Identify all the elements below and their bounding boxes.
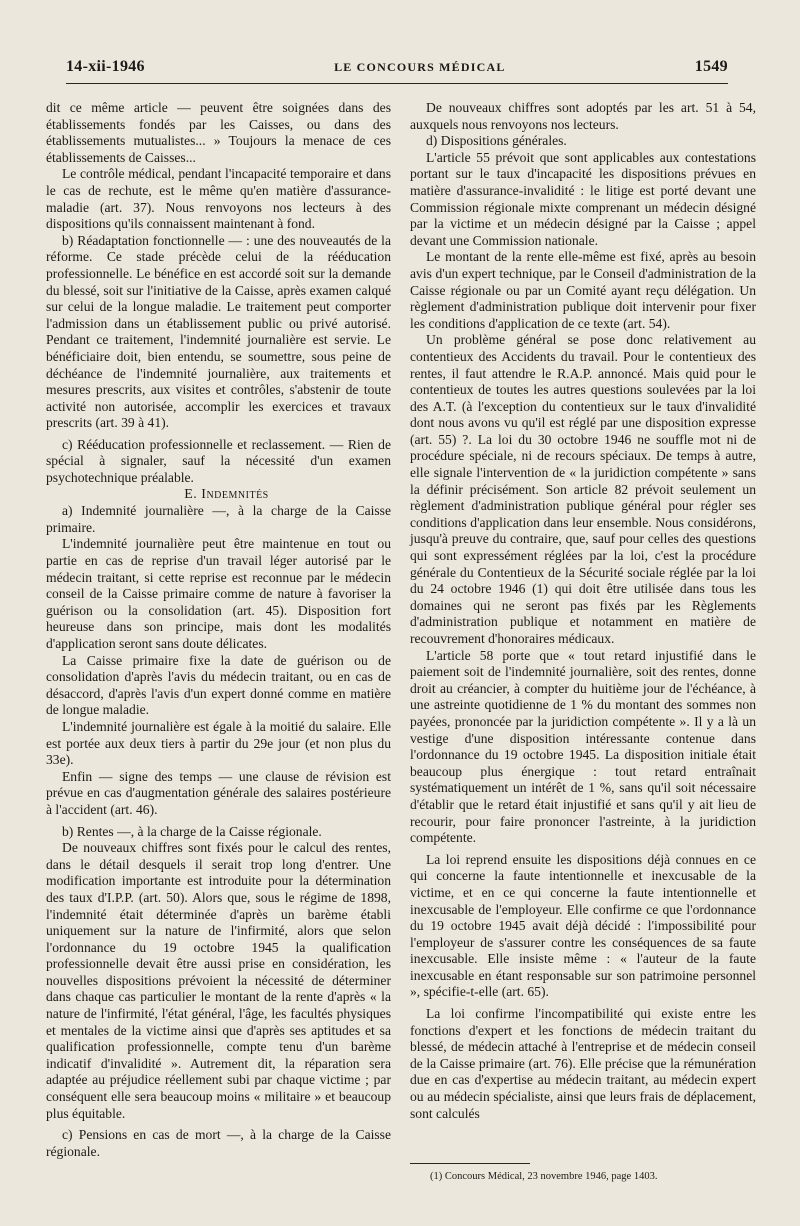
running-header xyxy=(66,58,728,84)
paragraph: a) Indemnité journalière —, à la charge de la Caisse primaire. xyxy=(46,503,391,535)
paragraph: b) Rentes —, à la charge de la Caisse régionale. xyxy=(62,823,322,839)
paragraph: d) Dispositions générales. xyxy=(426,133,567,149)
paragraph: L'indemnité journalière est égale à la moitié du salaire. Elle est portée aux deux tiers à partir du 29e jour (et non plus du 33e). xyxy=(46,718,391,768)
paragraph: L'indemnité journalière peut être maintenue en tout ou partie en cas de reprise d'un travail léger autorisé par le médecin traitant, si cette reprise est reconnue par le médecin conseil de la Caisse primaire comme de nature à favoriser la guérison ou la consolidation (art. 45). Disposition fort heureuse dans son principe, mais dont les modalités d'application seront sans doute délicates. xyxy=(46,536,391,651)
paragraph: Le montant de la rente elle-même est fixé, après au besoin avis d'un expert technique, par le Conseil d'administration de la Caisse régionale ou par un Comité ayant reçu délégation. Un règlement d'administration publique doit intervenir pour fixer les conditions d'application de ce texte (art. 54). xyxy=(410,249,756,331)
paragraph: L'article 58 porte que « tout retard injustifié dans le paiement soit de l'indemnité journalière, soit des rentes, donne droit au créancier, à compter du huitième jour de l'échéance, à une astreinte quotidienne de 1 % du montant des sommes non payées, prononcée par la juridiction compétente ». Il y a là un vestige d'une disposition intéressante contenue dans l'ordonnance du 19 octobre 1945. La disposition initiale était beaucoup plus énergique : tout retard entraînait systématiquement un intérêt de 1 %, sans qu'il soit nécessaire d'établir que le retard était injustifié et sans qu'il y ait lieu de recourir, pour faire prononcer l'astreinte, à la juridiction compétente. xyxy=(410,647,756,846)
paragraph: L'article 55 prévoit que sont applicables aux contestations portant sur le taux d'incapacité les dispositions prévues en matière d'assurance-invalidité : le litige est porté devant une Commission régionale mixte comprenant un médecin désigné par la victime et un médecin désigné par la Caisse ; appel devant une Commission nationale. xyxy=(410,149,756,248)
paragraph: La Caisse primaire fixe la date de guérison ou de consolidation d'après l'avis du médecin traitant, ou en cas de désaccord, d'après l'avis d'un expert donné comme en matière de longue maladie. xyxy=(46,652,391,718)
paragraph: dit ce même article — peuvent être soignées dans des établissements fondés par les Caisses, ou dans des établissements mutualistes... » Toujours la menace de ces établissements de Caisses... xyxy=(46,100,391,165)
section-heading: E. Indemnités xyxy=(184,486,269,502)
paragraph: b) Réadaptation fonctionnelle — : une des nouveautés de la réforme. Ce stade précède celui de la rééducation professionnelle. Le bénéfice en est accordé soit sur la demande du blessé, soit sur l'initiative de la Caisse, après examen calqué sur celui de la longue maladie. Le traitement peut comporter l'admission dans un établissement public ou privé autorisé. Pendant ce traitement, l'indemnité journalière est servie. Le bénéficiaire doit, bien entendu, se soumettre, sous peine de déchéance de l'indemnité journalière, aux traitements et mesures prescrits, aux visites et contrôles, s'abstenir de toute activité non autorisée, accomplir les exercices et travaux prescrits (art. 39 à 41). xyxy=(46,232,391,431)
paragraph: Un problème général se pose donc relativement au contentieux des Accidents du travail. Pour le contentieux des rentes, il faut attendre le R.A.P. annoncé. Mais quid pour le contentieux de toutes les autres questions soulevées par la loi des A.T. (à l'exception du contentieux sur le taux d'invalidité dont nous avons vu qu'il est réglé par une disposition expresse (art. 55) ?. La loi du 30 octobre 1946 ne souffle mot ni de procédure spéciale, ni de recours spéciaux. De temps à autre, elle signale l'intervention de « la juridiction compétente » sans la définir précisément. Son article 82 prévoit seulement un règlement d'administration publique général pour régler ses conditions d'application dans leur ensemble. Nous considérons, jusqu'à preuve du contraire, que, sauf pour celles des questions qui sont expressément réglées par la loi, c'est la procédure générale du Contentieux de la Sécurité sociale réglée par la loi du 24 octobre 1946 (1) qui doit être utilisée dans tous les domaines qui ne seront pas fixés par les Règlements d'administration publique et notamment en matière de recouvrement d'honoraires médicaux. xyxy=(410,332,756,646)
header-date: 14-xii-1946 xyxy=(66,58,145,75)
right-column xyxy=(410,100,756,1122)
header-journal-title: LE CONCOURS MÉDICAL xyxy=(334,60,506,74)
paragraph: c) Rééducation professionnelle et reclassement. — Rien de spécial à signaler, sauf la nécessité d'un examen psychotechnique préalable. xyxy=(46,436,391,486)
paragraph: La loi reprend ensuite les dispositions déjà connues en ce qui concerne la faute intentionnelle et inexcusable de la victime, et en ce qui concerne la faute intentionnelle et inexcusable de l'employeur. Elle confirme ce que l'ordonnance du 19 octobre 1945 avait déjà décidé : l'impossibilité pour l'employeur de s'assurer contre les conséquences de sa faute inexcusable. Elle insiste même : « l'auteur de la faute inexcusable en étant responsable sur son patrimoine personnel », spécifie-t-elle (art. 65). xyxy=(410,851,756,1000)
paragraph: De nouveaux chiffres sont adoptés par les art. 51 à 54, auxquels nous renvoyons nos lecteurs. xyxy=(410,100,756,132)
paragraph: De nouveaux chiffres sont fixés pour le calcul des rentes, dans le détail desquels il serait trop long d'entrer. Une modification importante est introduite pour la détermination des taux d'I.P.P. (art. 50). Alors que, sous le régime de 1898, l'indemnité était déterminée d'après un barème établi uniquement sur la nature de l'infirmité, alors que selon l'ordonnance du 19 octobre 1945 la qualification professionnelle devait être aussi prise en considération, les nouvelles dispositions prévoient la nécessité de déterminer dans chaque cas particulier le montant de la rente d'après « la nature de l'infirmité, l'état général, l'âge, les facultés physiques et mentales de la victime ainsi que d'après ses aptitudes et sa qualification professionnelle, compte tenu d'un barème indicatif d'invalidité ». Autrement dit, la réparation sera adaptée au préjudice réellement subi par chaque victime ; par conséquent elle sera beaucoup moins « militaire » et beaucoup plus équitable. xyxy=(46,840,391,1121)
paragraph: Le contrôle médical, pendant l'incapacité temporaire et dans le cas de rechute, est le même qu'en matière d'assurance-maladie (art. 37). Nous renvoyons nos lecteurs à des dispositions qu'ils connaissent maintenant à fond. xyxy=(46,166,391,232)
paragraph: Enfin — signe des temps — une clause de révision est prévue en cas d'augmentation générale des salaires postérieure à l'accident (art. 46). xyxy=(46,768,391,817)
left-column xyxy=(46,100,391,1160)
footnote-divider xyxy=(410,1163,530,1164)
paragraph: c) Pensions en cas de mort —, à la charge de la Caisse régionale. xyxy=(46,1127,391,1159)
header-page-number: 1549 xyxy=(694,58,728,75)
footnote: (1) Concours Médical, 23 novembre 1946, page 1403. xyxy=(430,1171,658,1182)
paragraph: La loi confirme l'incompatibilité qui existe entre les fonctions d'expert et les fonctions de médecin traitant du blessé, de médecin attaché à l'entreprise et de médecin conseil de la Caisse primaire (art. 76). Elle précise que la rémunération due en cas d'expertise au médecin traitant, au médecin expert ou au médecin spécialiste, ainsi que leurs frais de déplacement, sont calculés xyxy=(410,1006,756,1121)
